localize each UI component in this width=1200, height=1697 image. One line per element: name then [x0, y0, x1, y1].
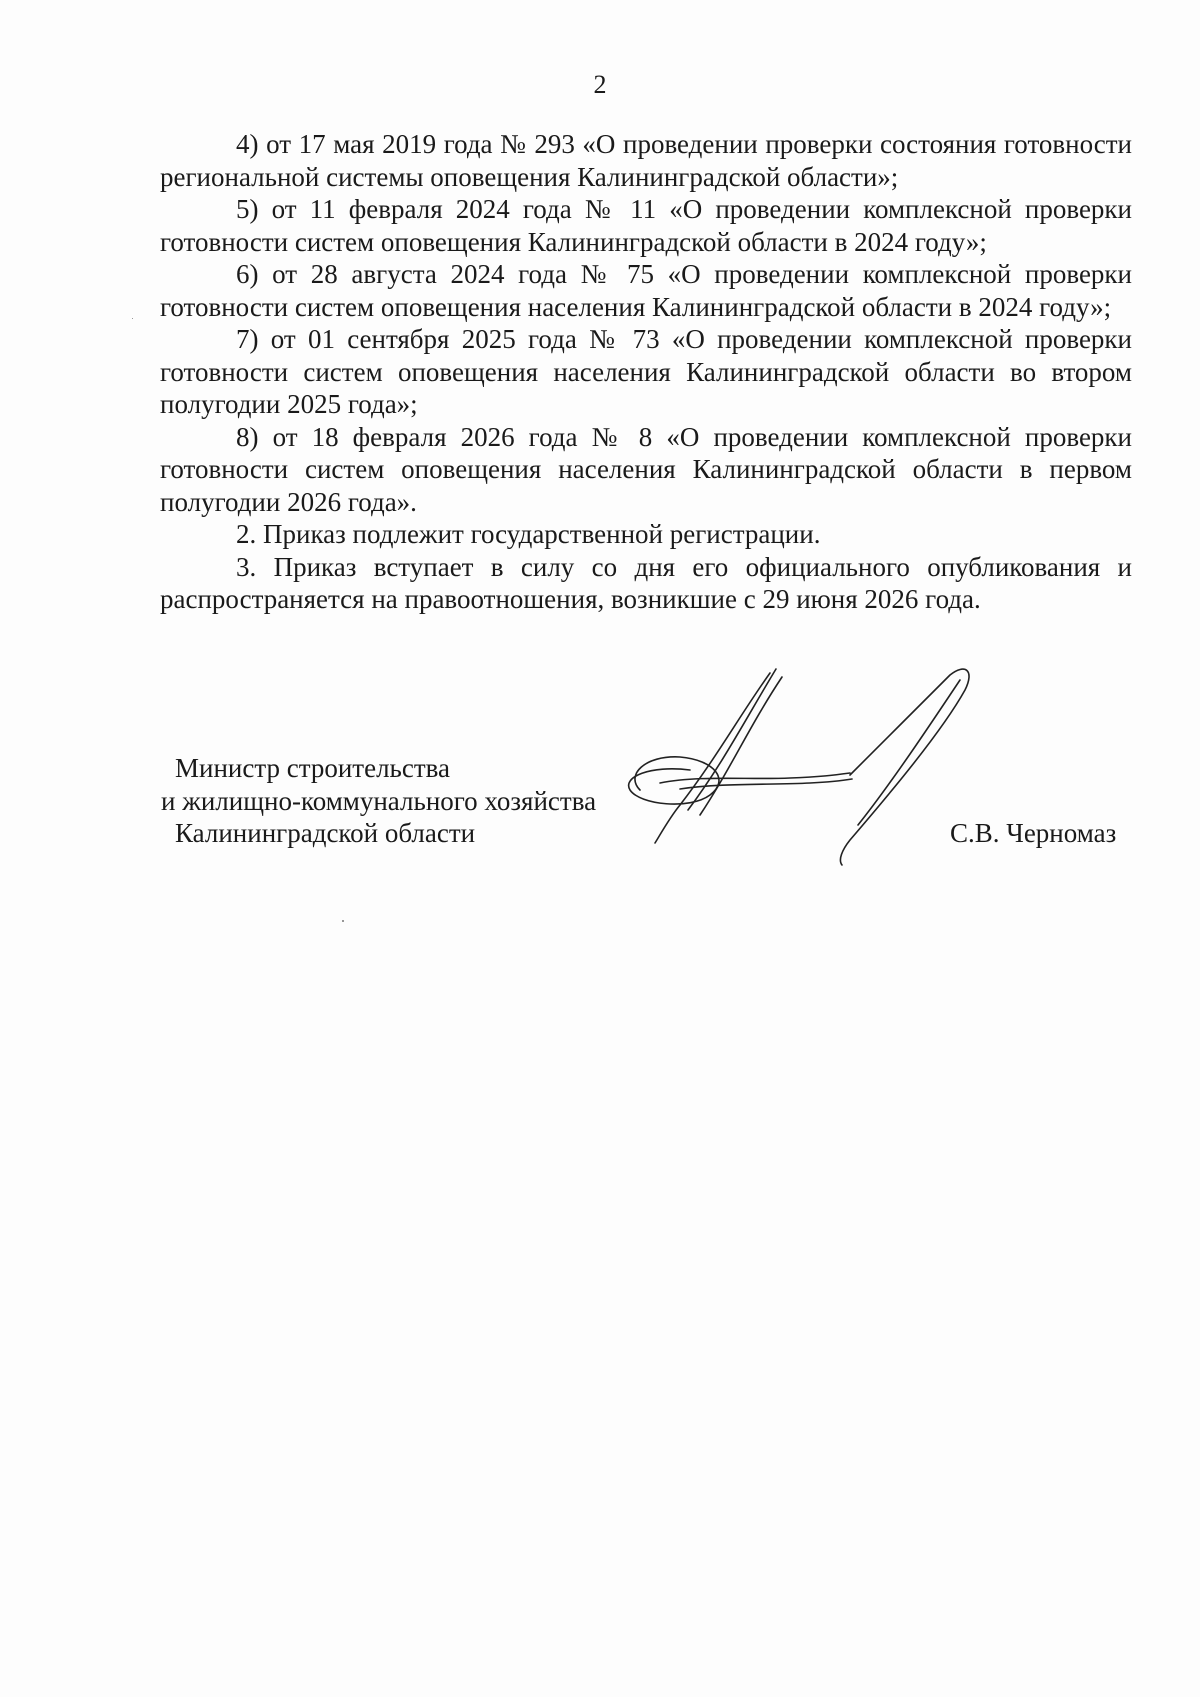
clause-2-registration: 2. Приказ подлежит государственной регистрации. [236, 519, 821, 549]
position-line-1: Министр строительства [175, 753, 451, 783]
position-line-3: Калининградской области [175, 818, 476, 848]
list-item-6: 6) от 28 августа 2024 года № 75 «О проведении комплексной проверки готовности систем оповещения населения Калининградской области в 2024 году»; [160, 259, 1132, 322]
list-item-5: 5) от 11 февраля 2024 года № 11 «О проведении комплексной проверки готовности систем оповещения Калининградской области в 2024 году»; [160, 194, 1132, 257]
position-line-2: и жилищно-коммунального хозяйства [161, 785, 597, 816]
signature-stroke-5 [660, 773, 850, 783]
signature-stroke-2 [688, 669, 776, 810]
page-number: 2 [593, 70, 607, 99]
signatory-position [161, 752, 597, 850]
scan-speck [132, 318, 133, 319]
signature-stroke-3 [700, 677, 782, 815]
signer-name: С.В. Черномаз [950, 818, 1117, 848]
list-item-7: 7) от 01 сентября 2025 года № 73 «О проведении комплексной проверки готовности систем оповещения населения Калининградской области во втором полугодии 2025 года»; [160, 324, 1132, 419]
clause-3-effective-date: 3. Приказ вступает в силу со дня его официального опубликования и распространяется на правоотношения, возникшие с 29 июня 2026 года. [160, 551, 1132, 614]
list-item-8: 8) от 18 февраля 2026 года № 8 «О проведении комплексной проверки готовности систем оповещения населения Калининградской области в первом полугодии 2026 года». [160, 421, 1132, 517]
list-item-4: 4) от 17 мая 2019 года № 293 «О проведении проверки состояния готовности региональной системы оповещения Калининградской области»; [160, 129, 1132, 192]
scan-speck [342, 920, 344, 922]
order-body [160, 128, 1132, 616]
signature-stroke-1 [655, 673, 770, 843]
